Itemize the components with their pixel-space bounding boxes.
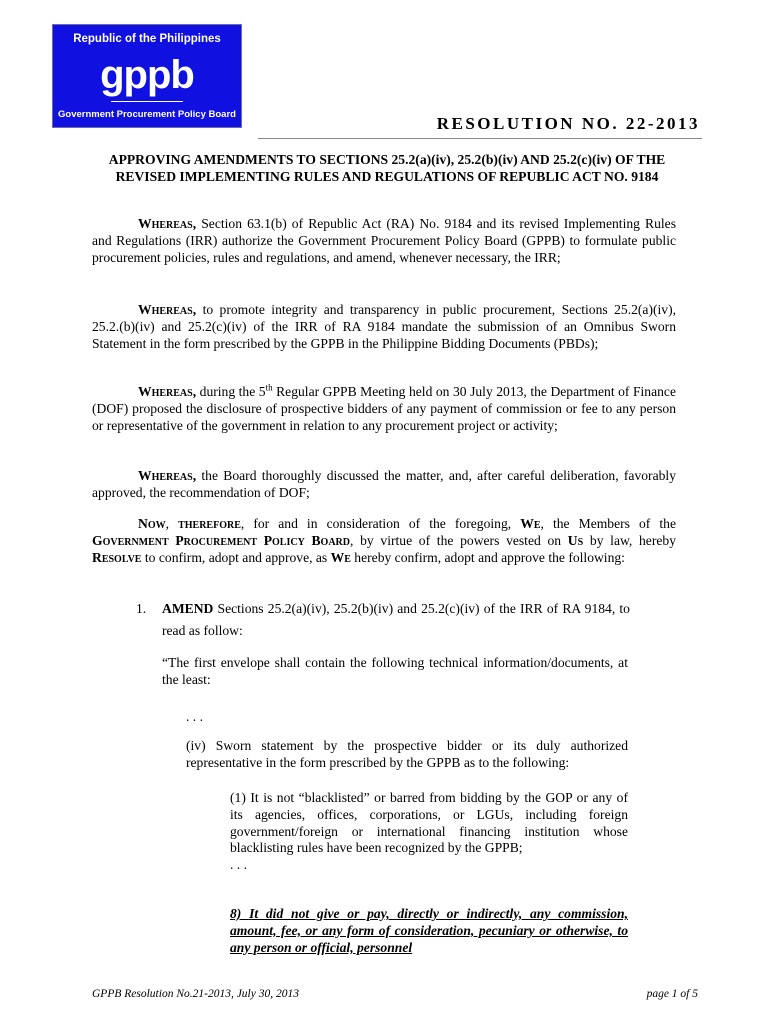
gppb-logo (52, 24, 242, 128)
whereas-paragraph-2 (92, 302, 676, 352)
ellipsis: . . . (230, 857, 247, 873)
us-label: Us (567, 532, 584, 548)
sub-item-text: (1) It is not “blacklisted” or barred from bidding by the GOP or any of its agencies, offices, corporations, or LGUs, including foreign government/foreign or international financing institution whose blacklisting rules have been recognized by the GPPB; (230, 790, 628, 856)
sub-item-8: 8) It did not give or pay, directly or indirectly, any commission, amount, fee, or any form of consideration, pecuniary or otherwise, to any person or official, personnel (230, 906, 628, 955)
quoted-provision: “The first envelope shall contain the following technical information/documents, at the least: (162, 655, 628, 687)
text-run: , for and in consideration of the foregoing, (240, 516, 512, 531)
logo-rule (111, 101, 183, 102)
amend-label: AMEND (162, 601, 214, 616)
paragraph-text: Section 63.1(b) of Republic Act (RA) No. 9184 and its revised Implementing Rules and Regulations (IRR) authorize the Government Procurement Policy Board (GPPB) to formulate public procurement policies, rules and regulations, and amend, whenever necessary, the IRR; (92, 216, 677, 265)
logo-mark: gppb (100, 53, 194, 97)
now-therefore-paragraph: Now, therefore, for and in consideration of the foregoing, We, the Members of the Government Procurement Policy Board, by virtue of the powers vested on Us by law, hereby Resolve to confirm, adopt and approve, as We hereby confirm, adopt and approve the following: (92, 516, 677, 565)
whereas-label: Whereas, (138, 216, 197, 231)
paragraph-text: the Board thoroughly discussed the matter, and, after careful deliberation, favorably approved, the recommendation of DOF; (92, 468, 676, 500)
resolution-number: RESOLUTION NO. 22-2013 (436, 114, 700, 133)
logo-top-text: Republic of the Philippines (73, 33, 221, 45)
now-label: Now (138, 516, 166, 531)
text-run: hereby confirm, adopt and approve the following: (354, 549, 625, 565)
sub-item-1 (230, 790, 628, 874)
logo-bottom-text: Government Procurement Policy Board (58, 109, 236, 120)
resolve-label: Resolve (92, 549, 142, 565)
whereas-label: Whereas, (138, 468, 197, 483)
ellipsis: . . . (186, 709, 203, 724)
paragraph-text-b: Regular GPPB Meeting held on 30 July 2013, the Department of Finance (DOF) proposed the disclosure of prospective bidders of any payment of commission or fee to any person or representative of the government in relation to any procurement project or activity; (92, 384, 676, 433)
board-name: Government Procurement Policy Board (92, 532, 351, 548)
text-run: to confirm, adopt and approve, as (144, 549, 328, 565)
we-label: We (520, 516, 541, 531)
we-label: We (330, 549, 351, 565)
whereas-label: Whereas, (138, 302, 197, 317)
paragraph-text: to promote integrity and transparency in public procurement, Sections 25.2(a)(iv), 25.2.(b)(iv) and 25.2(c)(iv) of the IRR of RA 9184 mandate the submission of an Omnibus Sworn Statement in the form prescribed by the GPPB in the Philippine Bidding Documents (PBDs); (92, 302, 676, 351)
header-divider (258, 138, 702, 139)
text-run: by law, hereby (589, 532, 676, 548)
whereas-paragraph-3 (92, 384, 676, 434)
text-run: , by virtue of the powers vested on (350, 532, 562, 548)
list-text: Sections 25.2(a)(iv), 25.2(b)(iv) and 25.2(c)(iv) of the IRR of RA 9184, to read as follow: (162, 601, 630, 638)
whereas-paragraph-4 (92, 468, 676, 502)
text-run: , the Members of the (540, 516, 677, 531)
provision-iv: (iv) Sworn statement by the prospective bidder or its duly authorized representative in the form prescribed by the GPPB as to the following: (186, 738, 628, 770)
therefore-label: therefore (178, 516, 241, 531)
whereas-paragraph-1 (92, 216, 676, 266)
whereas-label: Whereas, (138, 384, 197, 399)
list-item-1 (136, 598, 630, 642)
document-title: APPROVING AMENDMENTS TO SECTIONS 25.2(a)(iv), 25.2(b)(iv) AND 25.2(c)(iv) OF THE REVISED IMPLEMENTING RULES AND REGULATIONS OF REPUBLIC ACT NO. 9184 (108, 152, 666, 184)
page-number: page 1 of 5 (646, 988, 698, 1000)
footer-reference: GPPB Resolution No.21-2013, July 30, 2013 (92, 988, 299, 1000)
list-number: 1. (136, 601, 147, 616)
superscript-th: th (265, 382, 273, 393)
paragraph-text-a: during the 5 (199, 384, 266, 399)
